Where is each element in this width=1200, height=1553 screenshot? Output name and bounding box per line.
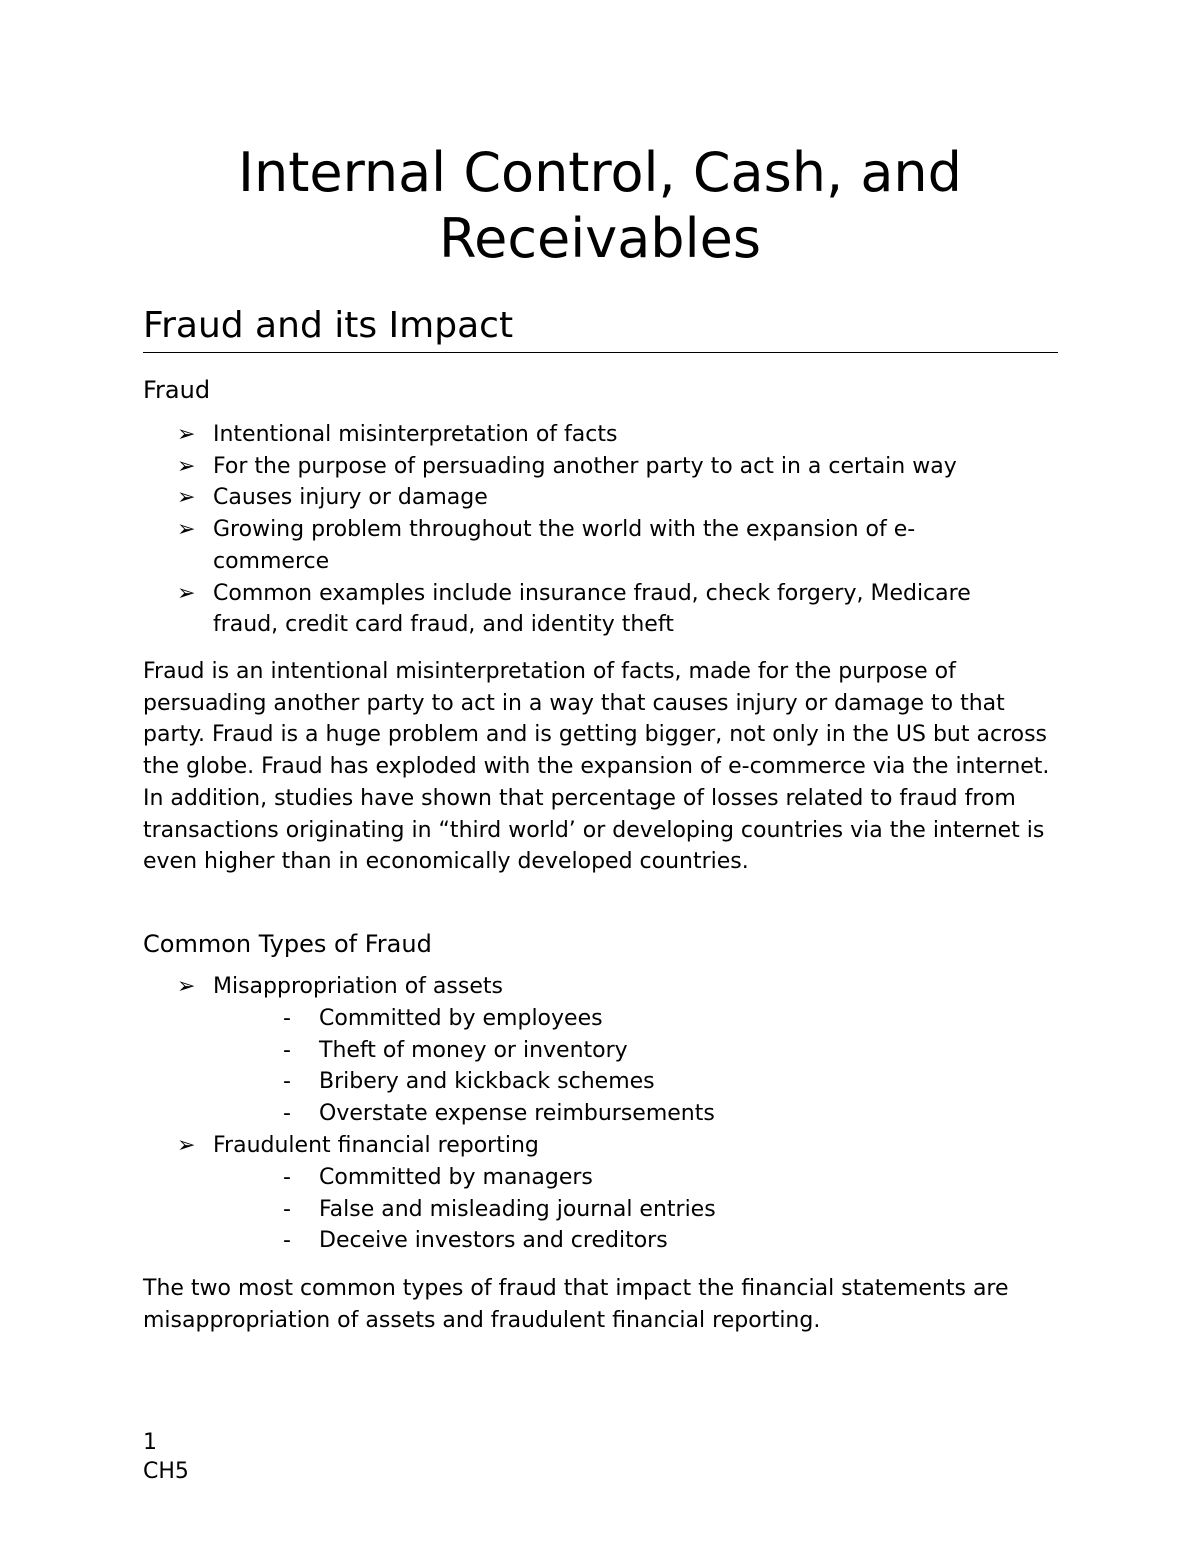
list-item: ➢ Causes injury or damage — [143, 482, 1063, 514]
common-types-heading: Common Types of Fraud — [143, 930, 432, 958]
chapter-label: CH5 — [143, 1459, 189, 1484]
dash-bullet-icon: - — [283, 1196, 291, 1222]
list-item: ➢ For the purpose of persuading another party to act in a certain way — [143, 451, 1063, 483]
financial-reporting-sublist — [143, 1162, 1063, 1257]
section-heading: Fraud and its Impact — [143, 302, 1058, 353]
dash-bullet-icon: - — [283, 1069, 291, 1095]
list-item: ➢ Misappropriation of assets — [143, 971, 1063, 1003]
fraud-bullet-list — [143, 419, 1063, 641]
dash-bullet-icon: - — [283, 1037, 291, 1063]
fraud-heading: Fraud — [143, 376, 211, 404]
list-item-continuation: fraud, credit card fraud, and identity theft — [213, 612, 674, 638]
page-footer — [143, 1428, 189, 1486]
arrow-bullet-icon: ➢ — [177, 453, 196, 479]
title-line-2: Receivables — [439, 207, 761, 270]
dash-bullet-icon: - — [283, 1101, 291, 1127]
list-item: - Overstate expense reimbursements — [143, 1098, 1063, 1130]
document-title — [0, 140, 1200, 272]
arrow-bullet-icon: ➢ — [177, 485, 196, 511]
dash-bullet-icon: - — [283, 1006, 291, 1031]
common-types-paragraph: The two most common types of fraud that impact the financial statements are misappropriation of assets and fraudulent financial reporting. — [143, 1276, 1009, 1333]
arrow-bullet-icon: ➢ — [177, 517, 196, 543]
arrow-bullet-icon: ➢ — [177, 1133, 196, 1158]
arrow-bullet-icon: ➢ — [177, 974, 196, 999]
page-number: 1 — [143, 1430, 157, 1455]
fraud-paragraph: Fraud is an intentional misinterpretation of facts, made for the purpose of persuading another party to act in a way that causes injury or damage to that party. Fraud is a huge problem and is getting bigger, not only in the US but across the globe. Fraud has exploded with the expansion of e-commerce via the internet. In addition, studies have shown that percentage of losses related to fraud from transactions originating in “third world’ or developing countries via the internet is even higher than in economically developed countries. — [143, 659, 1050, 875]
common-types-list — [143, 971, 1063, 1003]
list-item: - Bribery and kickback schemes — [143, 1066, 1063, 1098]
title-line-1: Internal Control, Cash, and — [238, 141, 962, 204]
list-item: - Committed by managers — [143, 1162, 1063, 1194]
arrow-bullet-icon: ➢ — [177, 422, 196, 447]
common-types-list-2 — [143, 1130, 1063, 1162]
list-item: - Committed by employees — [143, 1003, 1063, 1035]
arrow-bullet-icon: ➢ — [177, 580, 196, 606]
list-item: ➢ Growing problem throughout the world with the expansion of e- — [143, 514, 1063, 546]
list-item: - Theft of money or inventory — [143, 1035, 1063, 1067]
list-item: - Deceive investors and creditors — [143, 1225, 1063, 1257]
list-item-continuation: commerce — [213, 548, 330, 574]
list-item: ➢ Intentional misinterpretation of facts — [143, 419, 1063, 451]
list-item: - False and misleading journal entries — [143, 1194, 1063, 1226]
dash-bullet-icon: - — [283, 1228, 291, 1254]
dash-bullet-icon: - — [283, 1165, 291, 1190]
misappropriation-sublist — [143, 1003, 1063, 1130]
list-item: ➢ Fraudulent financial reporting — [143, 1130, 1063, 1162]
list-item: ➢ Common examples include insurance fraud, check forgery, Medicare — [143, 578, 1063, 610]
